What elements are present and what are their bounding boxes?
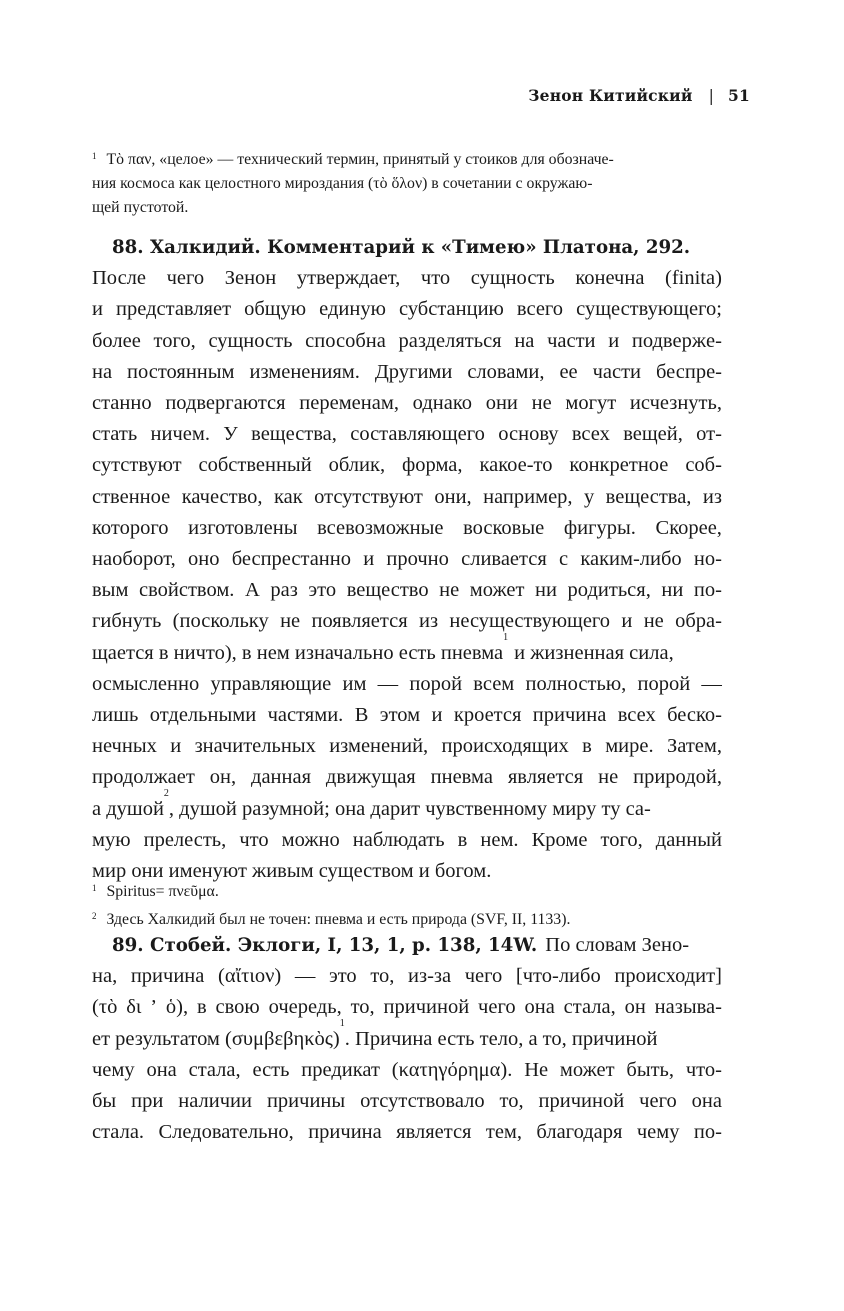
text-line: осмысленно управляющие им — порой всем полностью, порой — — [92, 672, 722, 695]
text-line: нечных и значительных изменений, происходящих в мире. Затем, — [92, 735, 722, 758]
text-line: ет результатом (συμβεβηκὸς) 1 . Причина есть тело, а то, причиной — [92, 1024, 722, 1055]
text-line: После чего Зенон утверждает, что сущность конечна (finita) — [92, 267, 722, 290]
footnote-mark: 1 — [92, 883, 97, 893]
text-line: более того, сущность способна разделяться на части и подвержe- — [92, 329, 722, 352]
text-line: станно подвергаются переменам, однако они не могут исчезнуть, — [92, 392, 722, 415]
text-line: (τὸ δι ’ ὁ), в свою очередь, то, причиной чего она стала, он называ- — [92, 996, 722, 1019]
text-line: которого изготовлены всевозможные восковые фигуры. Скорее, — [92, 516, 722, 539]
text-line: гибнуть (поскольку не появляется из несуществующего и не обра- — [92, 610, 722, 633]
footnote-ref: 2 — [163, 787, 169, 799]
text-line: вым свойством. А раз это вещество не может ни родиться, ни по- — [92, 579, 722, 602]
section-88 — [92, 232, 722, 887]
footnote-ref: 1 — [503, 631, 509, 643]
text-line: чему она стала, есть предикат (κατηγόρημα). Не может быть, что- — [92, 1058, 722, 1081]
footnote-top — [92, 144, 722, 220]
text-line: По словам Зено- — [545, 934, 690, 956]
section-title: 88. Халкидий. Комментарий к «Тимею» Платона, 292. — [112, 237, 691, 258]
footnote-ref: 1 — [339, 1017, 345, 1029]
text-line: и представляет общую единую субстанцию всего существующего; — [92, 298, 722, 321]
text-line: бы при наличии причины отсутствовало то, причиной чего она — [92, 1090, 722, 1113]
section-title: 89. Стобей. Эклоги, I, 13, 1, p. 138, 14W. — [112, 935, 538, 956]
section-89 — [92, 930, 722, 1148]
footnote-line: ния космоса как целостного мироздания (τὸ ὅλον) в сочетании с окружаю- — [92, 175, 593, 192]
text-line: лишь отдельными частями. В этом и кроется причина всех беско- — [92, 704, 722, 727]
footnote-line: Τὸ παν, «целое» — технический термин, принятый у стоиков для обозначе- — [106, 151, 614, 168]
footnote-mark: 1 — [92, 151, 97, 161]
text-line: сутствуют собственный облик, форма, какое-то конкретное соб- — [92, 454, 722, 477]
text-line: мир они именуют живым существом и богом. — [92, 860, 492, 883]
text-line: на постоянным изменениям. Другими словами, ее части беспре- — [92, 360, 722, 383]
text-line: стать ничем. У вещества, составляющего основу всех вещей, от- — [92, 423, 722, 446]
text-line: наоборот, оно беспрестанно и прочно сливается с каким-либо но- — [92, 548, 722, 571]
running-title: Зенон Китийский — [528, 86, 693, 105]
text-line: мую прелесть, что можно наблюдать в нем. Кроме того, данный — [92, 828, 722, 851]
text-line: щается в ничто), в нем изначально есть пневма 1 и жизненная сила, — [92, 638, 722, 669]
footnote-line: щей пустотой. — [92, 199, 189, 216]
page-number: 51 — [728, 86, 750, 105]
footnote-text: Spiritus= πνεῦμα. — [106, 883, 219, 900]
text-line: на, причина (αἴτιον) — это то, из-за чего [что-либо происходит] — [92, 965, 722, 988]
footnote-text: Здесь Халкидий был не точен: пневма и есть природа (SVF, II, 1133). — [106, 911, 571, 928]
footnote-mark: 2 — [92, 911, 97, 921]
text-line: продолжает он, данная движущая пневма является не природой, — [92, 766, 722, 789]
text-line: а душой 2 , душой разумной; она дарит чувственному миру ту са- — [92, 794, 722, 825]
header-separator: | — [708, 86, 715, 105]
running-header — [528, 86, 750, 105]
footnotes-88 — [92, 876, 722, 932]
text-line: стала. Следовательно, причина является тем, благодаря чему по- — [92, 1121, 722, 1144]
text-line: ственное качество, как отсутствуют они, например, у вещества, из — [92, 485, 722, 508]
